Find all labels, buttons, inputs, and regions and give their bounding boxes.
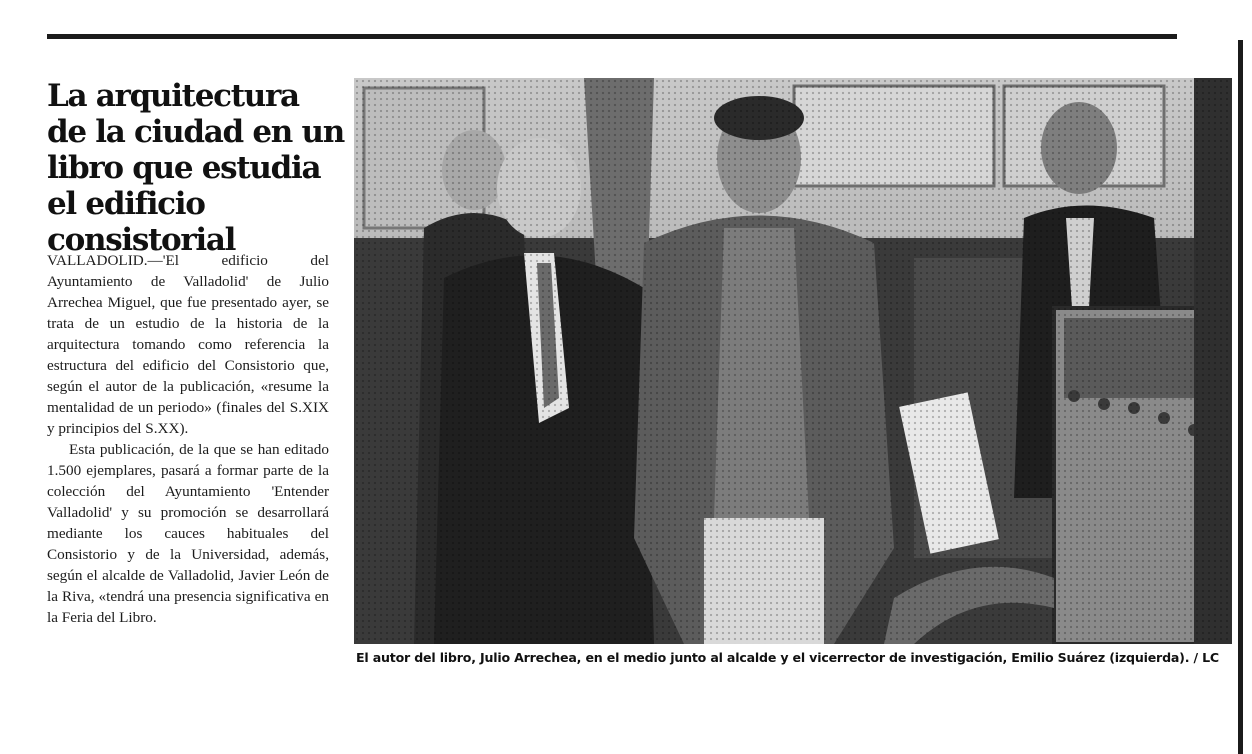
top-rule [47, 34, 1177, 39]
article-paragraph: Esta publicación, de la que se han editado 1.500 ejemplares, pasará a formar parte de la colección del Ayuntamiento 'Entender Valladolid' y su promoción se desarrollará mediante los cauces habituales del Consistorio y de la Universidad, además, según el alcalde de Valladolid, Javier León de la Riva, «tendrá una presencia significativa en la Feria del Libro. [47, 441, 329, 626]
photo-caption: El autor del libro, Julio Arrechea, en el medio junto al alcalde y el vicerrector de investigación, Emilio Suárez (izquierda). / LC [356, 650, 1219, 665]
article-headline: La arquitectura de la ciudad en un libro que estudia el edificio consistorial [47, 78, 344, 258]
article-paragraph: VALLADOLID.—'El edificio del Ayuntamiento de Valladolid' de Julio Arrechea Miguel, que fue presentado ayer, se trata de un estudio de la historia de la arquitectura tomando como referencia la estructura del edificio del Consistorio que, según el autor de la publicación, «resume la mentalidad de un periodo» (finales del S.XIX y principios del S.XX). [47, 252, 329, 437]
article-photo [354, 78, 1232, 644]
page-edge-rule [1238, 40, 1243, 754]
article-body [47, 250, 329, 628]
